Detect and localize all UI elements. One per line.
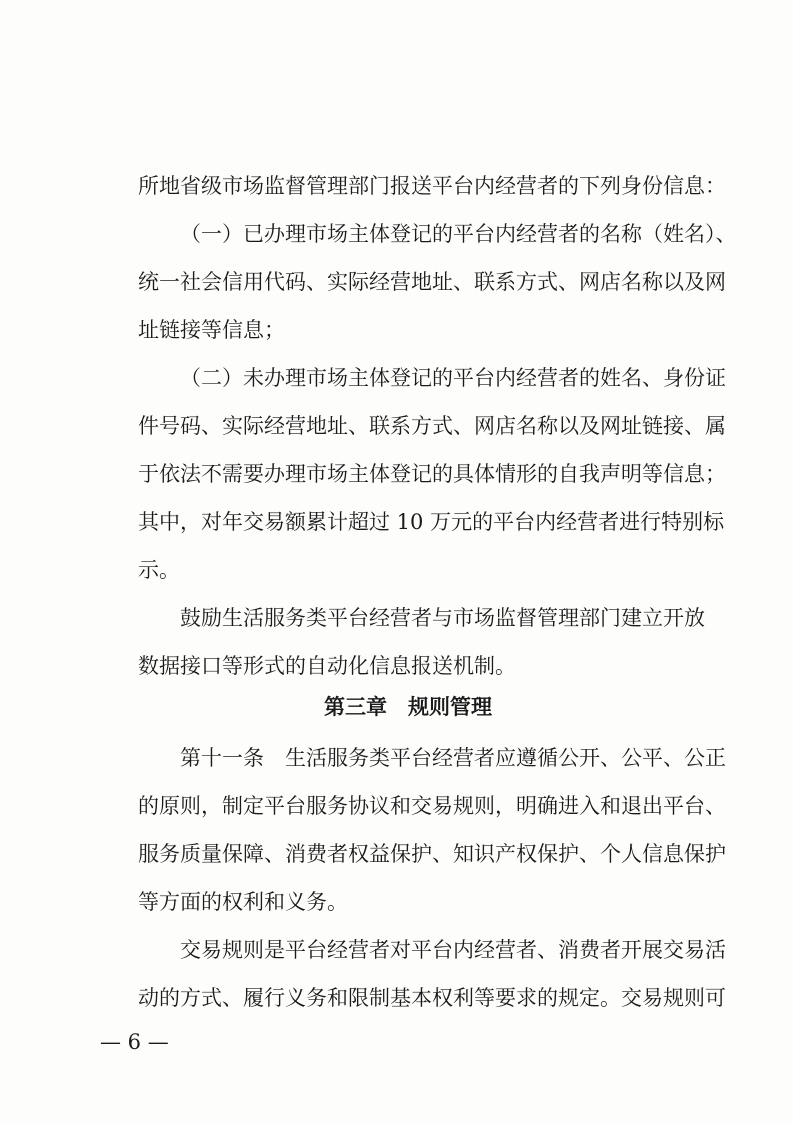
paragraph-line: 统一社会信用代码、实际经营地址、联系方式、网店名称以及网 (138, 270, 726, 294)
paragraph-line: 址链接等信息； (138, 318, 285, 342)
paragraph-line: 第十一条 生活服务类平台经营者应遵循公开、公平、公正 (180, 746, 726, 770)
paragraph-line: 其中，对年交易额累计超过 10 万元的平台内经营者进行特别标 (138, 510, 725, 534)
paragraph-line: 鼓励生活服务类平台经营者与市场监督管理部门建立开放 (180, 606, 705, 630)
paragraph-line: 于依法不需要办理市场主体登记的具体情形的自我声明等信息； (138, 462, 726, 486)
paragraph-line: 服务质量保障、消费者权益保护、知识产权保护、个人信息保护 (138, 842, 726, 866)
paragraph-line: 的原则，制定平台服务协议和交易规则，明确进入和退出平台、 (138, 794, 726, 818)
paragraph-line: 等方面的权利和义务。 (138, 890, 348, 914)
paragraph-line: 所地省级市场监督管理部门报送平台内经营者的下列身份信息： (138, 174, 726, 198)
paragraph-line: 示。 (138, 558, 180, 582)
paragraph-line: （二）未办理市场主体登记的平台内经营者的姓名、身份证 (180, 366, 726, 390)
paragraph-line: 交易规则是平台经营者对平台内经营者、消费者开展交易活 (180, 938, 726, 962)
paragraph-line: 动的方式、履行义务和限制基本权利等要求的规定。交易规则可 (138, 986, 726, 1010)
chapter-heading: 第三章 规则管理 (324, 695, 492, 719)
paragraph-line: 件号码、实际经营地址、联系方式、网店名称以及网址链接、属 (138, 414, 726, 438)
paragraph-line: 数据接口等形式的自动化信息报送机制。 (138, 654, 516, 678)
paragraph-line: （一）已办理市场主体登记的平台内经营者的名称（姓名）、 (180, 222, 737, 246)
page-number: — 6 — (100, 1030, 169, 1054)
